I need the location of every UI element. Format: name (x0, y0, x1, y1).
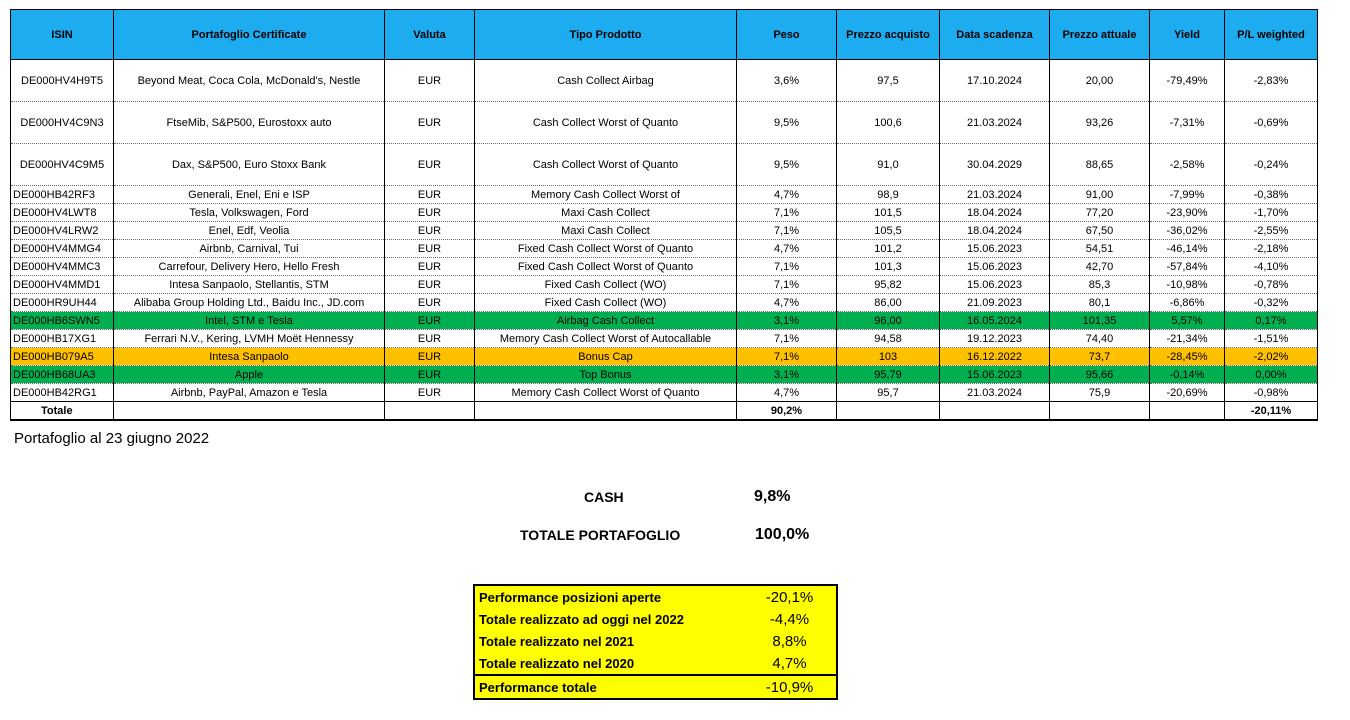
tipo-cell: Bonus Cap (475, 348, 737, 366)
perf-row (474, 585, 837, 608)
col-header-data-scadenza: Data scadenza (940, 10, 1050, 60)
pl-weighted-cell: -2,83% (1225, 60, 1318, 102)
pl-weighted-cell: -0,24% (1225, 144, 1318, 186)
tipo-cell: Maxi Cash Collect (475, 222, 737, 240)
col-header-pl-weighted: P/L weighted (1225, 10, 1318, 60)
col-header-yield: Yield (1150, 10, 1225, 60)
yield-cell: -2,58% (1150, 144, 1225, 186)
data-scadenza-cell: 15.06.2023 (940, 366, 1050, 384)
valuta-cell: EUR (385, 348, 475, 366)
total-pl: -20,11% (1225, 402, 1318, 421)
prezzo-acquisto-cell: 103 (837, 348, 940, 366)
valuta-cell: EUR (385, 240, 475, 258)
total-empty (475, 402, 737, 421)
prezzo-acquisto-cell: 101,5 (837, 204, 940, 222)
prezzo-acquisto-cell: 95,79 (837, 366, 940, 384)
peso-cell: 7,1% (737, 222, 837, 240)
isin-cell: DE000HV4MMG4 (11, 240, 114, 258)
perf-label: Performance totale (474, 675, 743, 699)
total-empty (1150, 402, 1225, 421)
performance-summary-table (473, 584, 838, 700)
perf-label: Totale realizzato nel 2020 (479, 655, 635, 671)
table-row (11, 144, 1318, 186)
totale-portafoglio-value: 100,0% (755, 526, 810, 543)
table-row (11, 294, 1318, 312)
peso-cell: 7,1% (737, 276, 837, 294)
isin-cell: DE000HB68UA3 (11, 366, 114, 384)
yield-cell: -7,31% (1150, 102, 1225, 144)
table-row (11, 258, 1318, 276)
portafoglio-cell: Ferrari N.V., Kering, LVMH Moët Hennessy (114, 330, 385, 348)
isin-cell: DE000HV4H9T5 (11, 60, 114, 102)
valuta-cell: EUR (385, 366, 475, 384)
prezzo-attuale-cell: 20,00 (1050, 60, 1150, 102)
prezzo-attuale-cell: 54,51 (1050, 240, 1150, 258)
cash-label: CASH (584, 489, 624, 505)
header-row (11, 10, 1318, 60)
peso-cell: 4,7% (737, 384, 837, 402)
prezzo-attuale-cell: 85,3 (1050, 276, 1150, 294)
isin-cell: DE000HB42RF3 (11, 186, 114, 204)
peso-cell: 3,1% (737, 312, 837, 330)
perf-value: -10,9% (743, 675, 837, 699)
pl-weighted-cell: -0,78% (1225, 276, 1318, 294)
portafoglio-cell: Tesla, Volkswagen, Ford (114, 204, 385, 222)
tipo-cell: Airbag Cash Collect (475, 312, 737, 330)
pl-weighted-cell: -0,38% (1225, 186, 1318, 204)
pl-weighted-cell: -0,69% (1225, 102, 1318, 144)
col-header-peso: Peso (737, 10, 837, 60)
yield-cell: -36,02% (1150, 222, 1225, 240)
tipo-cell: Cash Collect Airbag (475, 60, 737, 102)
prezzo-attuale-cell: 91,00 (1050, 186, 1150, 204)
yield-cell: -6,86% (1150, 294, 1225, 312)
table-row (11, 348, 1318, 366)
yield-cell: -21,34% (1150, 330, 1225, 348)
tipo-cell: Fixed Cash Collect (WO) (475, 276, 737, 294)
perf-row (474, 608, 837, 630)
prezzo-attuale-cell: 74,40 (1050, 330, 1150, 348)
isin-cell: DE000HB42RG1 (11, 384, 114, 402)
pl-weighted-cell: -0,32% (1225, 294, 1318, 312)
portafoglio-cell: Enel, Edf, Veolia (114, 222, 385, 240)
prezzo-acquisto-cell: 86,00 (837, 294, 940, 312)
tipo-cell: Fixed Cash Collect Worst of Quanto (475, 240, 737, 258)
isin-cell: DE000HV4MMD1 (11, 276, 114, 294)
data-scadenza-cell: 18.04.2024 (940, 204, 1050, 222)
tipo-cell: Top Bonus (475, 366, 737, 384)
table-row (11, 366, 1318, 384)
portafoglio-cell: Generali, Enel, Eni e ISP (114, 186, 385, 204)
col-header-prezzo-attuale: Prezzo attuale (1050, 10, 1150, 60)
table-body (11, 60, 1318, 402)
total-empty (114, 402, 385, 421)
prezzo-attuale-cell: 42,70 (1050, 258, 1150, 276)
tipo-cell: Maxi Cash Collect (475, 204, 737, 222)
tipo-cell: Memory Cash Collect Worst of (475, 186, 737, 204)
prezzo-attuale-cell: 77,20 (1050, 204, 1150, 222)
data-scadenza-cell: 15.06.2023 (940, 240, 1050, 258)
perf-value: -20,1% (765, 588, 814, 606)
yield-cell: -23,90% (1150, 204, 1225, 222)
perf-label: Totale realizzato nel 2021 (479, 633, 635, 649)
valuta-cell: EUR (385, 258, 475, 276)
valuta-cell: EUR (385, 204, 475, 222)
isin-cell: DE000HR9UH44 (11, 294, 114, 312)
portfolio-table (10, 9, 1318, 421)
valuta-cell: EUR (385, 330, 475, 348)
prezzo-acquisto-cell: 95,82 (837, 276, 940, 294)
tipo-cell: Cash Collect Worst of Quanto (475, 102, 737, 144)
prezzo-attuale-cell: 101,35 (1050, 312, 1150, 330)
portfolio-caption: Portafoglio al 23 giugno 2022 (14, 430, 210, 447)
valuta-cell: EUR (385, 186, 475, 204)
prezzo-acquisto-cell: 95,7 (837, 384, 940, 402)
tipo-cell: Memory Cash Collect Worst of Quanto (475, 384, 737, 402)
yield-cell: -46,14% (1150, 240, 1225, 258)
valuta-cell: EUR (385, 384, 475, 402)
portafoglio-cell: Airbnb, Carnival, Tui (114, 240, 385, 258)
peso-cell: 7,1% (737, 330, 837, 348)
prezzo-attuale-cell: 93,26 (1050, 102, 1150, 144)
table-row (11, 312, 1318, 330)
pl-weighted-cell: 0,00% (1225, 366, 1318, 384)
perf-value: 4,7% (772, 654, 807, 672)
perf-label: Totale realizzato ad oggi nel 2022 (479, 611, 684, 627)
total-empty (1050, 402, 1150, 421)
prezzo-attuale-cell: 80,1 (1050, 294, 1150, 312)
perf-label: Performance posizioni aperte (479, 589, 662, 605)
portafoglio-cell: Airbnb, PayPal, Amazon e Tesla (114, 384, 385, 402)
table-row (11, 240, 1318, 258)
data-scadenza-cell: 21.03.2024 (940, 384, 1050, 402)
perf-value: -4,4% (769, 610, 810, 628)
portafoglio-cell: Intel, STM e Tesla (114, 312, 385, 330)
isin-cell: DE000HB079A5 (11, 348, 114, 366)
valuta-cell: EUR (385, 102, 475, 144)
table-row (11, 204, 1318, 222)
prezzo-attuale-cell: 95,66 (1050, 366, 1150, 384)
prezzo-attuale-cell: 67,50 (1050, 222, 1150, 240)
pl-weighted-cell: -4,10% (1225, 258, 1318, 276)
isin-cell: DE000HV4LWT8 (11, 204, 114, 222)
table-row (11, 102, 1318, 144)
data-scadenza-cell: 16.12.2022 (940, 348, 1050, 366)
perf-value: 8,8% (772, 632, 807, 650)
total-peso: 90,2% (737, 402, 837, 421)
perf-row (474, 652, 837, 675)
prezzo-acquisto-cell: 100,6 (837, 102, 940, 144)
yield-cell: -20,69% (1150, 384, 1225, 402)
prezzo-acquisto-cell: 101,2 (837, 240, 940, 258)
table-row (11, 276, 1318, 294)
isin-cell: DE000HV4C9M5 (11, 144, 114, 186)
tipo-cell: Fixed Cash Collect (WO) (475, 294, 737, 312)
prezzo-acquisto-cell: 94,58 (837, 330, 940, 348)
data-scadenza-cell: 18.04.2024 (940, 222, 1050, 240)
isin-cell: DE000HV4C9N3 (11, 102, 114, 144)
peso-cell: 7,1% (737, 348, 837, 366)
tipo-cell: Fixed Cash Collect Worst of Quanto (475, 258, 737, 276)
data-scadenza-cell: 21.09.2023 (940, 294, 1050, 312)
prezzo-acquisto-cell: 97,5 (837, 60, 940, 102)
pl-weighted-cell: -1,70% (1225, 204, 1318, 222)
yield-cell: -7,99% (1150, 186, 1225, 204)
col-header-tipo: Tipo Prodotto (475, 10, 737, 60)
data-scadenza-cell: 30.04.2029 (940, 144, 1050, 186)
portafoglio-cell: Intesa Sanpaolo, Stellantis, STM (114, 276, 385, 294)
yield-cell: 5,57% (1150, 312, 1225, 330)
peso-cell: 7,1% (737, 204, 837, 222)
portafoglio-cell: Apple (114, 366, 385, 384)
yield-cell: -10,98% (1150, 276, 1225, 294)
table-row (11, 384, 1318, 402)
isin-cell: DE000HB17XG1 (11, 330, 114, 348)
prezzo-acquisto-cell: 96,00 (837, 312, 940, 330)
portafoglio-cell: Alibaba Group Holding Ltd., Baidu Inc., JD.com (114, 294, 385, 312)
pl-weighted-cell: 0,17% (1225, 312, 1318, 330)
valuta-cell: EUR (385, 276, 475, 294)
peso-cell: 3,6% (737, 60, 837, 102)
yield-cell: -79,49% (1150, 60, 1225, 102)
prezzo-acquisto-cell: 98,9 (837, 186, 940, 204)
col-header-valuta: Valuta (385, 10, 475, 60)
data-scadenza-cell: 19.12.2023 (940, 330, 1050, 348)
peso-cell: 9,5% (737, 102, 837, 144)
valuta-cell: EUR (385, 312, 475, 330)
col-header-isin: ISIN (11, 10, 114, 60)
portafoglio-cell: Beyond Meat, Coca Cola, McDonald's, Nestle (114, 60, 385, 102)
totale-portafoglio-label: TOTALE PORTAFOGLIO (520, 527, 681, 543)
perf-row (474, 630, 837, 652)
isin-cell: DE000HV4LRW2 (11, 222, 114, 240)
pl-weighted-cell: -2,02% (1225, 348, 1318, 366)
pl-weighted-cell: -0,98% (1225, 384, 1318, 402)
total-empty (837, 402, 940, 421)
portafoglio-cell: Dax, S&P500, Euro Stoxx Bank (114, 144, 385, 186)
yield-cell: -28,45% (1150, 348, 1225, 366)
table-row (11, 186, 1318, 204)
prezzo-acquisto-cell: 105,5 (837, 222, 940, 240)
yield-cell: -57,84% (1150, 258, 1225, 276)
valuta-cell: EUR (385, 60, 475, 102)
total-row (11, 402, 1318, 421)
data-scadenza-cell: 21.03.2024 (940, 186, 1050, 204)
table-row (11, 330, 1318, 348)
portafoglio-cell: FtseMib, S&P500, Eurostoxx auto (114, 102, 385, 144)
prezzo-attuale-cell: 73,7 (1050, 348, 1150, 366)
portafoglio-cell: Carrefour, Delivery Hero, Hello Fresh (114, 258, 385, 276)
data-scadenza-cell: 16.05.2024 (940, 312, 1050, 330)
valuta-cell: EUR (385, 144, 475, 186)
total-empty (940, 402, 1050, 421)
valuta-cell: EUR (385, 294, 475, 312)
peso-cell: 4,7% (737, 294, 837, 312)
pl-weighted-cell: -2,18% (1225, 240, 1318, 258)
prezzo-acquisto-cell: 101,3 (837, 258, 940, 276)
perf-row-total (474, 675, 837, 699)
prezzo-attuale-cell: 88,65 (1050, 144, 1150, 186)
tipo-cell: Memory Cash Collect Worst of Autocallable (475, 330, 737, 348)
data-scadenza-cell: 21.03.2024 (940, 102, 1050, 144)
pl-weighted-cell: -2,55% (1225, 222, 1318, 240)
data-scadenza-cell: 15.06.2023 (940, 258, 1050, 276)
data-scadenza-cell: 15.06.2023 (940, 276, 1050, 294)
portafoglio-cell: Intesa Sanpaolo (114, 348, 385, 366)
isin-cell: DE000HB6SWN5 (11, 312, 114, 330)
table-row (11, 222, 1318, 240)
table-row (11, 60, 1318, 102)
peso-cell: 4,7% (737, 186, 837, 204)
peso-cell: 4,7% (737, 240, 837, 258)
peso-cell: 3,1% (737, 366, 837, 384)
total-empty (385, 402, 475, 421)
col-header-prezzo-acquisto: Prezzo acquisto (837, 10, 940, 60)
yield-cell: -0,14% (1150, 366, 1225, 384)
peso-cell: 9,5% (737, 144, 837, 186)
prezzo-acquisto-cell: 91,0 (837, 144, 940, 186)
pl-weighted-cell: -1,51% (1225, 330, 1318, 348)
peso-cell: 7,1% (737, 258, 837, 276)
total-label: Totale (11, 402, 114, 421)
tipo-cell: Cash Collect Worst of Quanto (475, 144, 737, 186)
valuta-cell: EUR (385, 222, 475, 240)
isin-cell: DE000HV4MMC3 (11, 258, 114, 276)
data-scadenza-cell: 17.10.2024 (940, 60, 1050, 102)
col-header-portafoglio: Portafoglio Certificate (114, 10, 385, 60)
prezzo-attuale-cell: 75,9 (1050, 384, 1150, 402)
cash-value: 9,8% (754, 488, 791, 505)
